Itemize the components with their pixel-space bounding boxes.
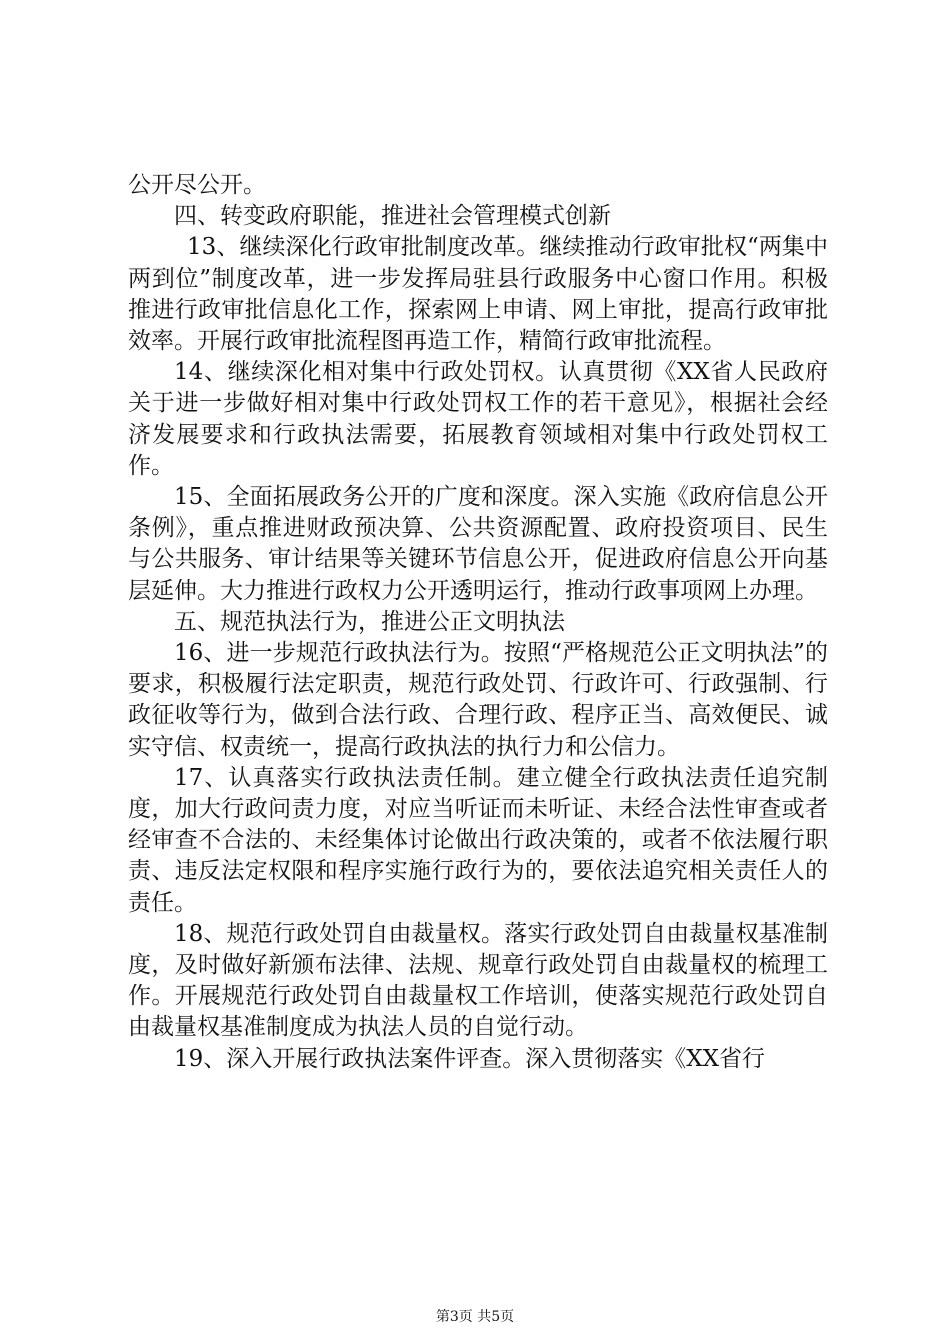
document-body: [128, 170, 828, 1075]
paragraph-item-18: 18、规范行政处罚自由裁量权。落实行政处罚自由裁量权基准制度，及时做好新颁布法律、法规、规章行政处罚自由裁量权的梳理工作。开展规范行政处罚自由裁量权工作培训，使落实规范行政处罚自由裁量权基准制度成为执法人员的自觉行动。: [128, 920, 828, 1041]
paragraph-item-14: 14、继续深化相对集中行政处罚权。认真贯彻《XX省人民政府关于进一步做好相对集中行政处罚权工作的若干意见》，根据社会经济发展要求和行政执法需要，拓展教育领域相对集中行政处罚权工作。: [128, 359, 828, 479]
paragraph-item-19: 19、深入开展行政执法案件评查。深入贯彻落实《XX省行: [174, 1045, 766, 1072]
section-heading-5: 五、规范执法行为，推进公正文明执法: [174, 608, 565, 635]
paragraph-item-16: 16、进一步规范行政执法行为。按照“严格规范公正文明执法”的要求，积极履行法定职责，规范行政处罚、行政许可、行政强制、行政征收等行为，做到合法行政、合理行政、程序正当、高效便民、诚实守信、权责统一，提高行政执法的执行力和公信力。: [128, 640, 828, 760]
paragraph-item-15: 15、全面拓展政务公开的广度和深度。深入实施《政府信息公开条例》，重点推进财政预决算、公共资源配置、政府投资项目、民生与公共服务、审计结果等关键环节信息公开，促进政府信息公开向基层延伸。大力推进行政权力公开透明运行，推动行政事项网上办理。: [128, 484, 828, 604]
paragraph-item-17: 17、认真落实行政执法责任制。建立健全行政执法责任追究制度，加大行政问责力度，对应当听证而未听证、未经合法性审查或者经审查不合法的、未经集体讨论做出行政决策的，或者不依法履行职责、违反法定权限和程序实施行政行为的，要依法追究相关责任人的责任。: [128, 764, 828, 916]
section-heading-4: 四、转变政府职能，推进社会管理模式创新: [174, 203, 611, 230]
paragraph-continuation: 公开尽公开。: [128, 172, 266, 198]
page-number-footer: 第3页 共5页: [435, 1309, 515, 1325]
paragraph-item-13: 13、继续深化行政审批制度改革。继续推动行政审批权“两集中两到位”制度改革，进一步发挥局驻县行政服务中心窗口作用。积极推进行政审批信息化工作，探索网上申请、网上审批，提高行政审批效率。开展行政审批流程图再造工作，精简行政审批流程。: [128, 234, 828, 355]
